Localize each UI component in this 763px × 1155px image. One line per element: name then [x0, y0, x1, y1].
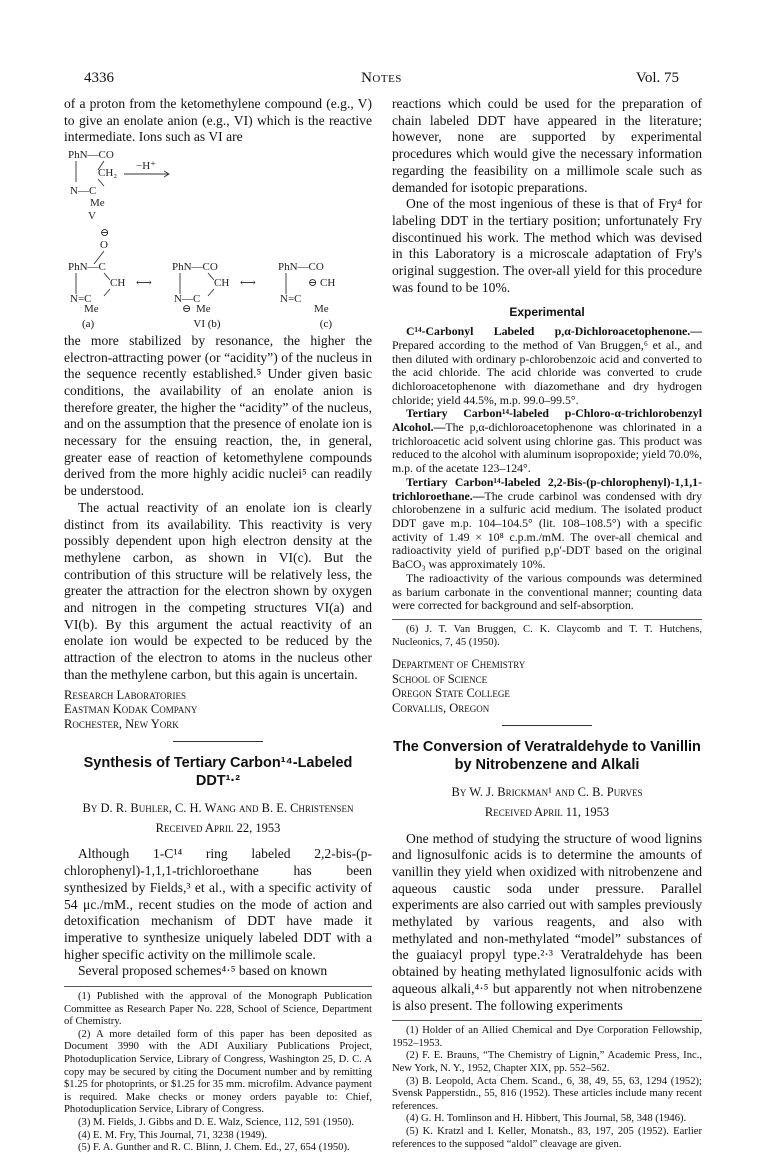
section-heading-experimental: Experimental [509, 305, 585, 320]
scheme-res2-minus: ⊖ [182, 303, 192, 316]
scheme-res2-me: Me [196, 303, 211, 316]
scheme-v-d: Me [90, 197, 105, 210]
address-line: Corvallis, Oregon [392, 700, 490, 715]
scheme-res2-top: PhN—CO [172, 261, 218, 274]
footnote: (4) E. M. Fry, This Journal, 71, 3238 (1949). [78, 1129, 268, 1141]
footnote: (3) B. Leopold, Acta Chem. Scand., 6, 38, 49, 55, 63, 1294 (1952); Svensk Papperstidn., 55, 816 (1952). These articles include many recent references. [392, 1075, 702, 1112]
experimental-entry [392, 476, 702, 572]
scheme-minus: ⊖ [100, 227, 110, 240]
resonance-arrow-2: ⟷ [240, 277, 256, 290]
address-line: Research Laboratories [64, 687, 186, 702]
entry-heading: Tertiary Carbon¹⁴-labeled p-Chloro-α-trichlorobenzyl Alcohol.— [392, 406, 702, 435]
footnote: (3) M. Fields, J. Gibbs and D. E. Walz, Science, 112, 591 (1950). [78, 1117, 355, 1129]
resonance-structures-diagram [64, 146, 372, 318]
article-title: Synthesis of Tertiary Carbon¹⁴-Labeled DDT¹·² [83, 755, 353, 790]
address-line: School of Science [392, 671, 488, 686]
scheme-res1-ch: CH [110, 277, 126, 290]
footnote: (4) G. H. Tomlinson and H. Hibbert, This Journal, 58, 348 (1946). [406, 1113, 687, 1125]
footnote: (1) Published with the approval of the Monograph Publication Committee as Research Paper No. 228, School of Science, Department of Chemistry. [64, 991, 372, 1028]
author-address [64, 688, 372, 732]
scheme-res3-me: Me [314, 303, 329, 316]
body-paragraph: reactions which could be used for the preparation of chain labeled DDT have appeared in the literature; however, none are supported by experimental procedures which would give the necessary information regarding the feasibility on a millimole scale such as demanded for isotopic preparations. [392, 96, 702, 195]
experimental-section [392, 325, 702, 613]
received-date: Received April 11, 1953 [484, 804, 610, 819]
resonance-arrow-1: ⟷ [136, 277, 152, 290]
article-separator [502, 725, 592, 726]
scheme-v-label: V [88, 210, 96, 223]
scheme-res3-nc: N=C [280, 293, 302, 306]
scheme-res1-top: PhN—C [68, 261, 106, 274]
experimental-entry [392, 407, 702, 476]
scheme-res1-nc: N=C [70, 293, 92, 306]
entry-heading: C¹⁴-Carbonyl Labeled p,α-Dichloroacetophenone.— [406, 324, 702, 339]
experimental-entry [392, 325, 702, 407]
footnote: (5) K. Kratzl and I. Keller, Monatsh., 83, 197, 205 (1952). Earlier references to the supposed “aldol” cleavage are given. [392, 1125, 702, 1150]
footnote: (6) J. T. Van Bruggen, C. K. Claycomb and T. T. Hutchens, Nucleonics, 7, 45 (1950). [392, 623, 702, 648]
experimental-entry: The radioactivity of the various compounds was determined as barium carbonate in the conventional manner; counting data were corrected for background and self-absorption. [392, 570, 702, 613]
article-title: The Conversion of Veratraldehyde to Vanillin by Nitrobenzene and Alkali [393, 739, 701, 774]
scheme-res2-ch: CH [214, 277, 230, 290]
footnote-rule [64, 986, 372, 987]
footnote: (5) F. A. Gunther and R. C. Blinn, J. Chem. Ed., 27, 654 (1950). [78, 1142, 350, 1154]
section-name: Notes [361, 70, 402, 86]
scheme-res2-nc: N—C [174, 293, 201, 306]
article-separator [173, 741, 263, 742]
body-paragraph: Several proposed schemes⁴·⁵ based on known [78, 963, 328, 979]
article-authors: By D. R. Buhler, C. H. Wang and B. E. Christensen [82, 801, 354, 816]
footnotes [392, 1025, 702, 1151]
scheme-label-b: VI (b) [193, 318, 221, 331]
footnote: (1) Holder of an Allied Chemical and Dye Corporation Fellowship, 1952–1953. [392, 1025, 702, 1049]
continued-paragraph: of a proton from the ketomethylene compound (e.g., V) to give an enolate anion (e.g., VI) which is the reactive intermediate. Ions such as VI are [64, 96, 372, 145]
address-line: Oregon State College [392, 686, 510, 701]
scheme-res3-minus: ⊖ [308, 277, 318, 290]
footnote-rule [392, 619, 702, 620]
scheme-v-f: −H⁺ [136, 160, 156, 173]
body-paragraph: the more stabilized by resonance, the higher the electron-attracting power (or “acidity”) of the nucleus in the sequence recently established.⁵ Under given basic conditions, the availability of an enolate anion is therefore greater, the higher the “acidity” of the nucleus, and on the assumption that the presence of enolate ion is necessary for the ensuing reaction, the, in general, greater ease of reaction of ketomethylene compounds derived from the more highly acidic nuclei⁵ can readily be understood. [64, 332, 372, 499]
scheme-res3-ch: CH [320, 277, 336, 290]
scheme-res1-me: Me [84, 303, 99, 316]
scheme-o: O [100, 239, 108, 252]
footnote: (2) A more detailed form of this paper has been deposited as Document 3990 with the ADI Auxiliary Publications Project, Photoduplication Service, Library of Congress, Washington 25, D. C. A copy may be secured by citing the Document number and by remitting $1.25 for photoprints, or $1.25 for 35 mm. microfilm. Advance payment is required. Make checks or money orders payable to: Chief, Photoduplication Service, Library of Congress. [64, 1028, 372, 1116]
scheme-res3-top: PhN—CO [278, 261, 324, 274]
body-paragraph: One of the most ingenious of these is that of Fry⁴ for labeling DDT in the tertiary position; unfortunately Fry discontinued his work. The method which was devised in this Laboratory is a microscale adaptation of Fry's original suggestion. The over-all yield for this procedure was found to be 10%. [392, 196, 702, 295]
footnote-rule [392, 1020, 702, 1021]
address-line: Eastman Kodak Company [64, 702, 198, 717]
scheme-labels [64, 316, 372, 333]
left-column [64, 96, 372, 1155]
address-line: Department of Chemistry [392, 657, 526, 672]
scheme-v-a: PhN—CO [68, 149, 114, 162]
scheme-label-a: (a) [82, 318, 95, 331]
scheme-label-c: (c) [319, 318, 332, 331]
page-number: 4336 [84, 70, 114, 86]
right-column [392, 96, 702, 1151]
volume-label: Vol. 75 [635, 70, 679, 86]
entry-body: Prepared according to the method of Van Bruggen,⁶ et al., and then diluted with ordinary p-chlorobenzoic acid and converted to the acid chloride. The acid chloride was converted to crude dichloroacetophenone with diazomethane and dry hydrogen chloride; yield 44.5%, m.p. 99.0–99.5°. [392, 337, 702, 407]
body-paragraph: The actual reactivity of an enolate ion is clearly distinct from its availability. This reactivity is very possibly dependent upon high electron density at the methylene carbon, as shown in VI(c). But the contribution of this structure will be relatively less, the greater the attraction for the electron shown by oxygen and nitrogen in the competing structures VI(a) and VI(b). By this argument the actual reactivity of an enolate ion would be expected to be reduced by the attraction of the electron to atoms in the nucleus other than the methylene carbon, but this again is uncertain. [64, 499, 372, 682]
footnotes [392, 624, 702, 649]
footnotes [64, 991, 372, 1155]
entry-heading: Tertiary Carbon¹⁴-labeled 2,2-Bis-(p-chlorophenyl)-1,1,1-trichloroethane.— [392, 474, 702, 503]
body-paragraph: Although 1-C¹⁴ ring labeled 2,2-bis-(p-chlorophenyl)-1,1,1-trichloroethane has been synthesized by Fields,³ et al., with a specific activity of 54 μc./mM., recent studies on the mode of action and detoxification mechanism of DDT have made it imperative to synthesize uniquely labeled DDT with a higher specific activity on the millimole scale. [64, 846, 372, 962]
scheme-v-c: N—C [70, 185, 97, 198]
author-address [392, 657, 702, 715]
scheme-v-b: CH₂ [98, 167, 118, 180]
address-line: Rochester, New York [64, 716, 179, 731]
body-paragraph: One method of studying the structure of wood lignins and lignosulfonic acids is to determine the amounts of vanillin they yield when oxidized with nitrobenzene and aqueous caustic soda under pressure. Parallel experiments are also carried out with samples previously methylated by various reagents, and also with methylated and non-methylated “model” substances of the guaiacyl propyl type.²·³ Veratraldehyde has been obtained by heating methylated lignosulfonic acids with aqueous alkali,⁴·⁵ but apparently not when nitrobenzene is also present. The following experiments [392, 830, 702, 1013]
entry-body: The crude carbinol was condensed with dry chlorobenzene in a sulfuric acid medium. The isolated product DDT gave m.p. 104–104.5° (lit. 108–108.5°) with a specific activity of 1.49 × 10⁸ c.p.m./mM. The over-all chemical and radioactivity yield of purified p,p′-DDT based on the original BaCO₃ was approximately 10%. [392, 488, 702, 572]
footnote: (2) F. E. Brauns, “The Chemistry of Lignin,” Academic Press, Inc., New York, N. Y., 1952, Chapter XIX, pp. 552–562. [392, 1050, 702, 1075]
received-date: Received April 22, 1953 [155, 820, 281, 835]
resonance-scheme [64, 146, 372, 333]
entry-body: The p,α-dichloroacetophenone was chlorinated in a trichloroacetic acid solvent using chlorine gas. This product was reduced to the alcohol with aluminum isopropoxide; yield 70.0%, m.p. of the acetate 123–124°. [392, 420, 702, 476]
article-authors: By W. J. Brickman¹ and C. B. Purves [451, 785, 643, 800]
running-header [84, 70, 679, 90]
